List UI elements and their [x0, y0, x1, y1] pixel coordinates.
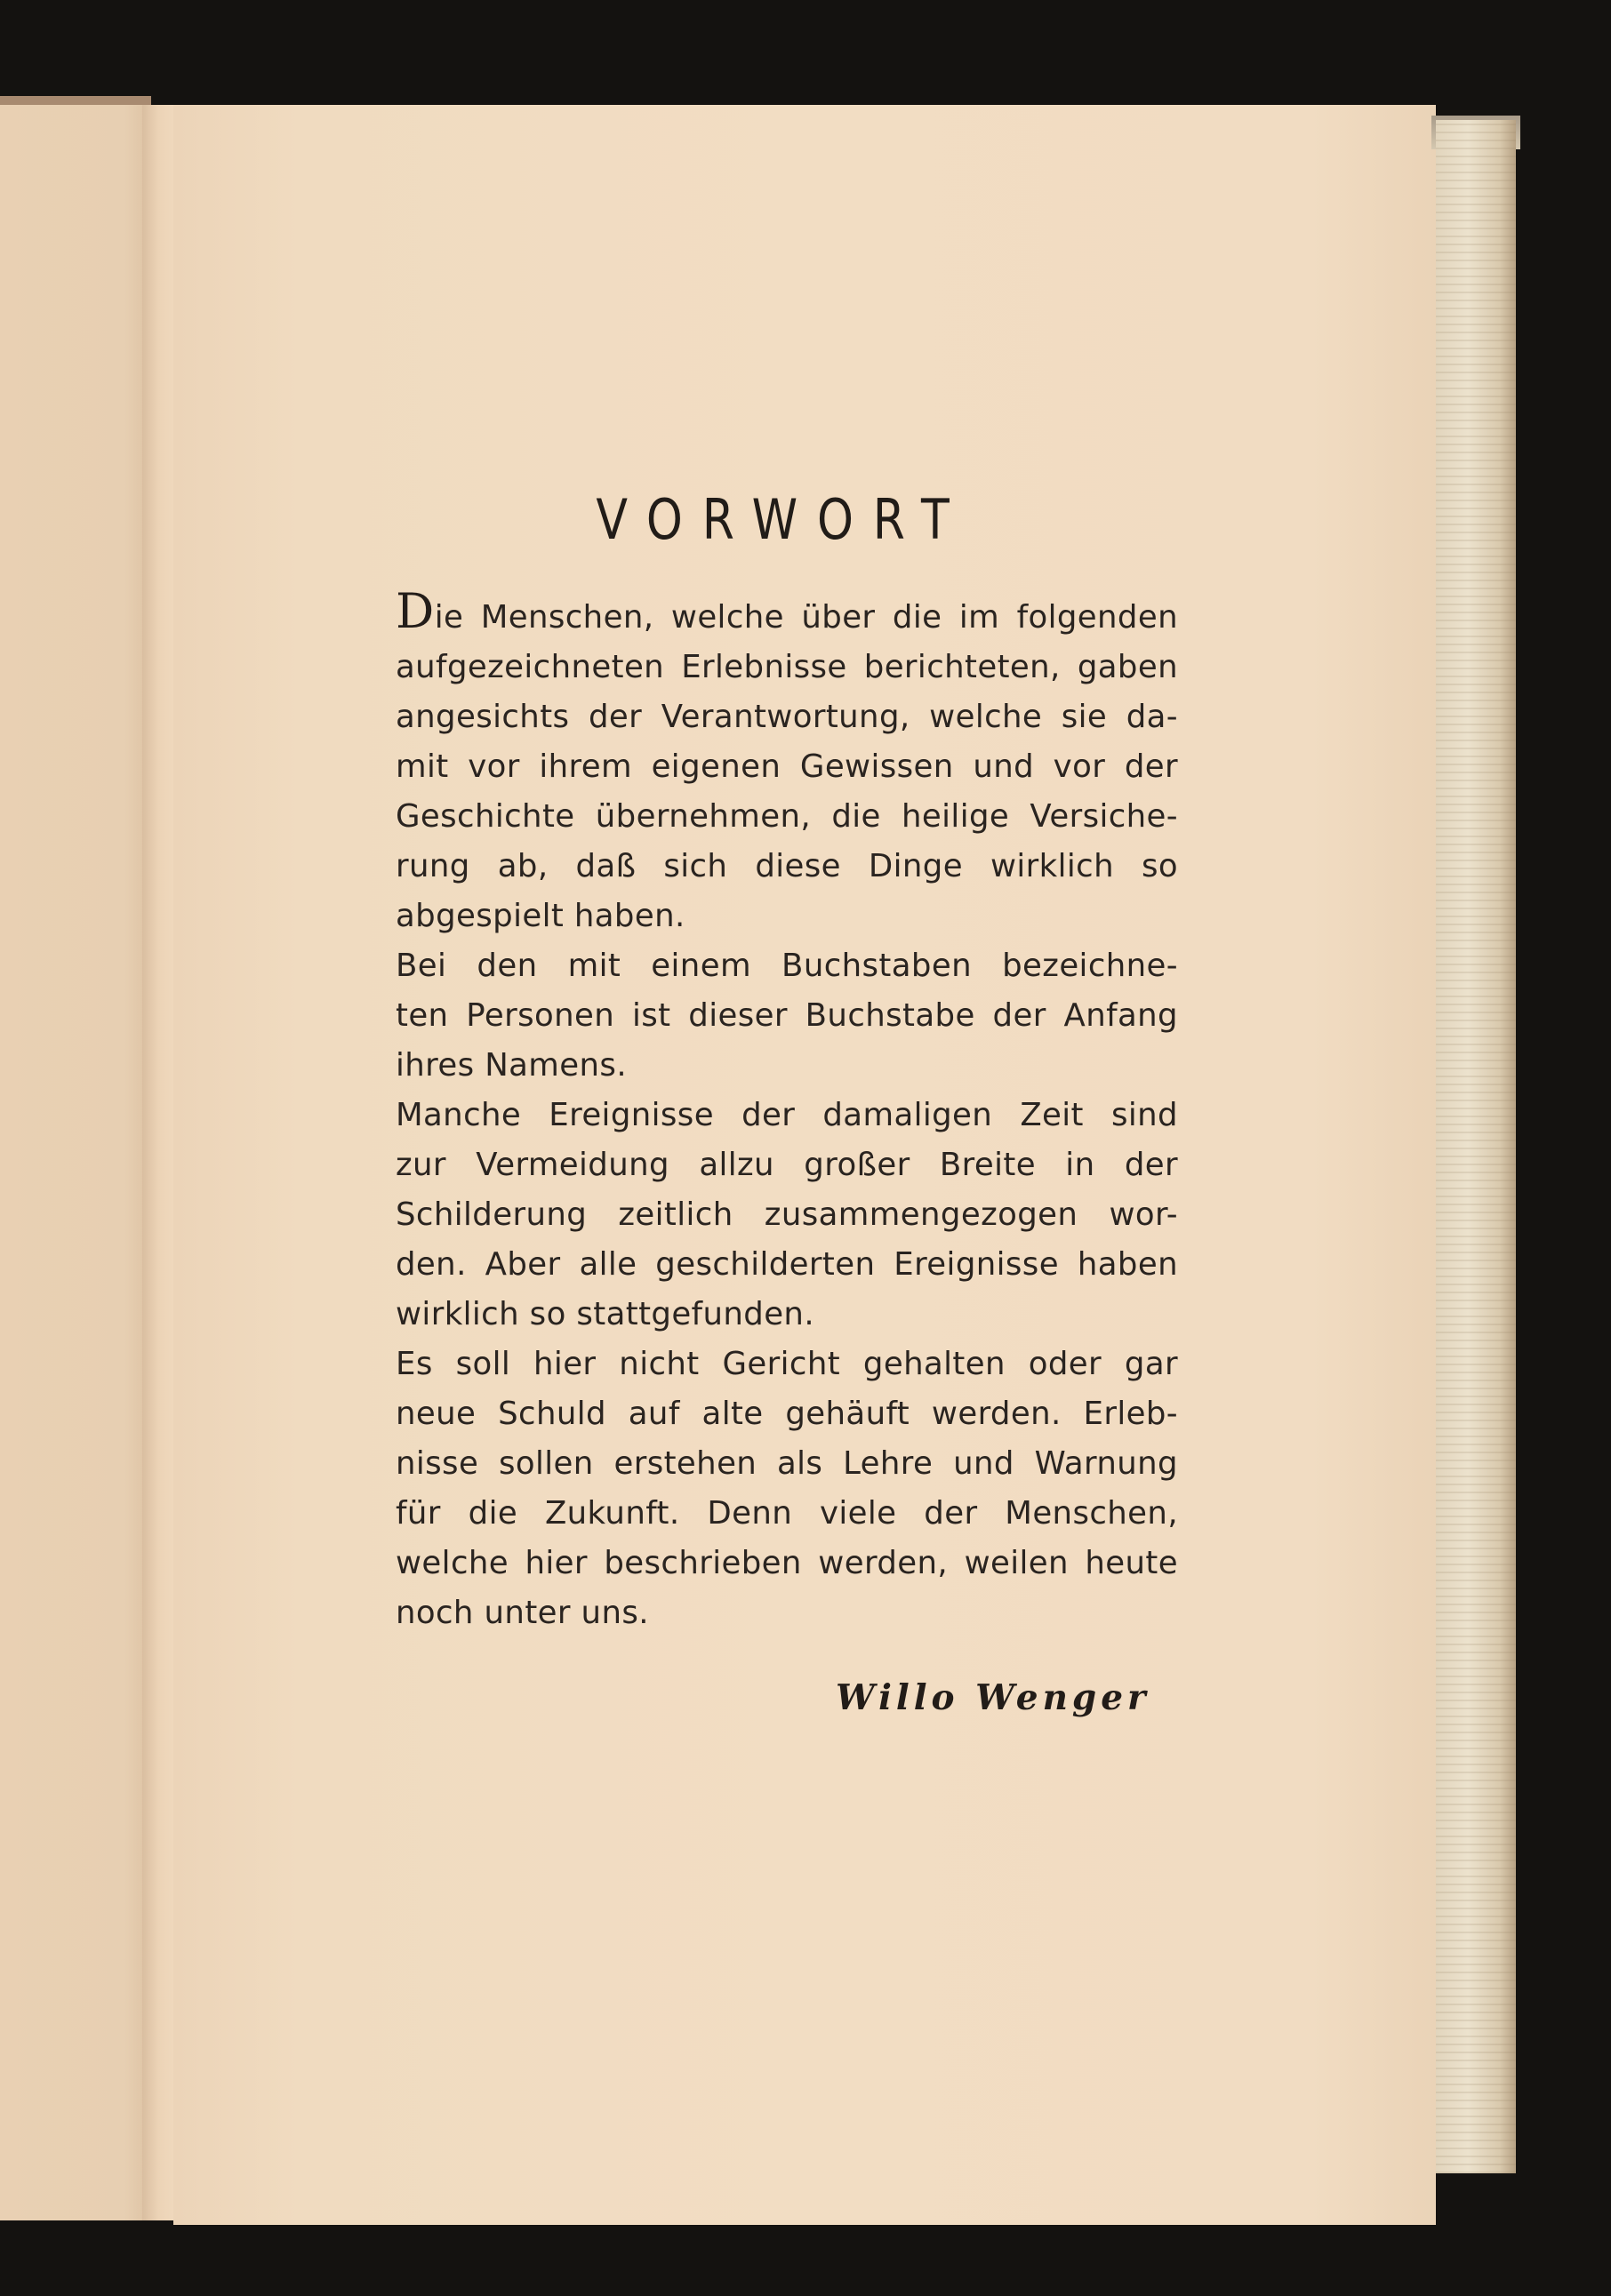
- drop-cap: D: [396, 583, 435, 639]
- text-line: Die Menschen, welche über die im folgenden: [396, 583, 1178, 639]
- text-line: für die Zukunft. Denn viele der Menschen,: [396, 1495, 1178, 1532]
- text-line: Es soll hier nicht Gericht gehalten oder gar: [396, 1346, 1178, 1382]
- text-line: zur Vermeidung allzu großer Breite in der: [396, 1147, 1178, 1183]
- text-line: den. Aber alle geschilderten Ereignisse haben: [396, 1246, 1178, 1283]
- text-line: wirklich so stattgefunden.: [396, 1296, 815, 1332]
- text-line: nisse sollen erstehen als Lehre und Warnung: [396, 1445, 1178, 1482]
- text-line: Geschichte übernehmen, die heilige Versiche-: [396, 798, 1178, 835]
- text-line: mit vor ihrem eigenen Gewissen und vor der: [396, 748, 1178, 785]
- text-line: neue Schuld auf alte gehäuft werden. Erleb-: [396, 1396, 1178, 1432]
- text-line: ten Personen ist dieser Buchstabe der Anfang: [396, 997, 1178, 1034]
- text-line: ihres Namens.: [396, 1047, 628, 1084]
- text-line: welche hier beschrieben werden, weilen heute: [396, 1545, 1178, 1581]
- page-title: VORWORT: [596, 487, 969, 552]
- text-line: noch unter uns.: [396, 1595, 649, 1631]
- text-line: aufgezeichneten Erlebnisse berichteten, gaben: [396, 649, 1178, 685]
- text-line: Bei den mit einem Buchstaben bezeichne-: [396, 948, 1178, 984]
- text-line: angesichts der Verantwortung, welche sie da-: [396, 699, 1178, 735]
- text-line: Schilderung zeitlich zusammengezogen wor-: [396, 1196, 1178, 1233]
- author-signature: Willo Wenger: [836, 1677, 1150, 1718]
- text-line: abgespielt haben.: [396, 898, 685, 934]
- text-line: rung ab, daß sich diese Dinge wirklich so: [396, 848, 1178, 884]
- text-line: Manche Ereignisse der damaligen Zeit sind: [396, 1097, 1178, 1133]
